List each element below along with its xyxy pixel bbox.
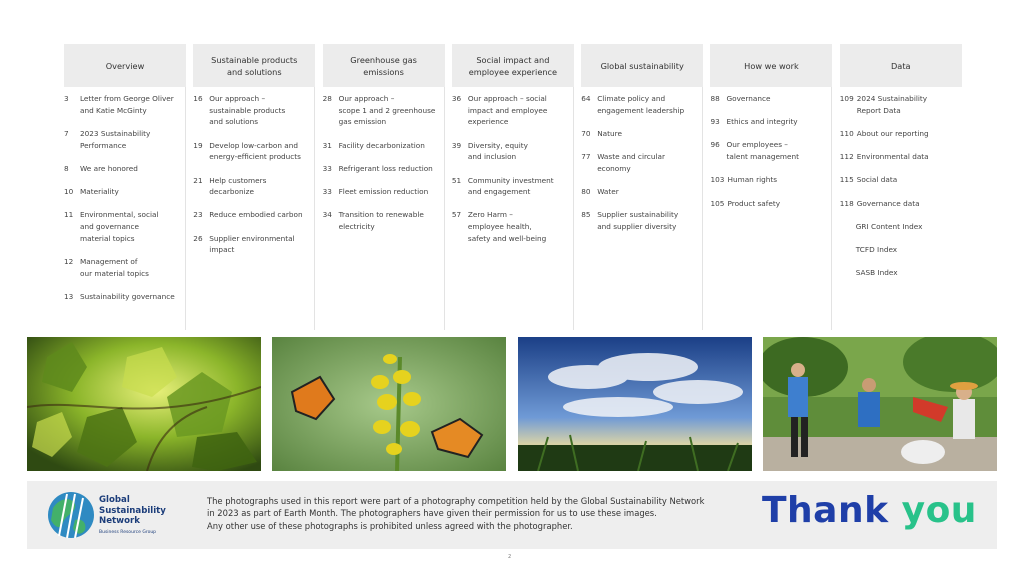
toc-entry[interactable] [840,267,962,279]
toc-entry[interactable] [710,174,831,186]
toc-entry[interactable] [710,139,831,162]
toc-entry-title: Supplier environmental impact [209,233,295,255]
toc-entry-title: Social data [856,175,898,185]
toc-entry-page: 80 [581,187,591,197]
photo-sky [518,337,752,471]
toc-entry-page [840,267,856,279]
toc-entry-title: GRI Content Index [855,221,923,231]
toc-entry[interactable] [323,93,444,128]
toc-entry-page: 112 [839,152,854,162]
toc-entry-title: Supplier sustainability and supplier diversity [597,210,679,231]
toc-entry[interactable] [193,209,314,221]
toc-entry-title: 2023 Sustainability Performance [80,128,151,150]
toc-entry-page: 11 [64,210,74,220]
toc-entry-page: 7 [64,128,69,138]
page-number: 2 [508,554,512,560]
toc-entry[interactable] [64,209,185,244]
photo-butterflies [272,337,506,471]
toc-entry-title: Governance [726,94,771,103]
toc-entry-title: Our approach – social impact and employee experience [467,94,548,127]
toc-entry-page: 96 [710,140,720,150]
toc-entry[interactable] [452,209,573,244]
toc-entry[interactable] [840,174,962,186]
toc-column-body [710,87,832,330]
thank-you-heading [762,490,977,531]
toc-column-header[interactable]: How we work [710,44,832,87]
toc-column-body [64,87,186,330]
toc-entry[interactable] [840,198,962,210]
toc-column-header[interactable]: Greenhouse gas emissions [323,44,445,87]
toc-entry[interactable] [64,291,185,303]
toc-entry-title: Materiality [80,187,119,197]
toc-entry-title: Our approach – scope 1 and 2 greenhouse gas emission [338,94,436,127]
photo-volunteers [763,337,997,471]
toc-entry[interactable] [581,128,702,140]
toc-entry-page: 118 [839,198,854,208]
toc-column-body [840,87,962,330]
toc-entry[interactable] [323,163,444,175]
toc-entry[interactable] [193,233,314,256]
toc-entry-title: Management of our material topics [80,256,149,278]
footer-panel [27,481,997,549]
toc-column [323,44,445,330]
toc-entry[interactable] [710,93,831,105]
toc-entry-page: 13 [64,291,74,301]
toc-entry[interactable] [710,116,831,128]
toc-entry-title: About our reporting [856,128,929,138]
toc-entry-title: Nature [597,128,622,138]
toc-entry-page: 10 [64,187,74,197]
toc-column [840,44,962,330]
toc-entry-title: Environmental, social and governance material topics [80,210,159,243]
toc-entry-page: 39 [451,140,462,150]
toc-entry[interactable] [323,140,444,152]
toc-entry-page: 33 [322,163,332,173]
toc-entry-title: Governance data [856,198,920,208]
toc-entry-title: Develop low-carbon and energy-efficient products [209,140,301,162]
toc-entry-page: 64 [581,94,591,103]
toc-entry[interactable] [840,221,962,233]
toc-column-header[interactable]: Social impact and employee experience [452,44,574,87]
toc-entry[interactable] [64,93,185,116]
toc-entry-title: Our employees – talent management [726,140,800,162]
toc-entry-title: Diversity, equity and inclusion [467,140,528,162]
toc-entry-page: 33 [322,187,332,197]
toc-column-body [193,87,315,330]
thanks-word-you: you [901,490,977,531]
toc-entry-title: Reduce embodied carbon [209,210,303,220]
toc-entry-page: 12 [64,256,74,266]
toc-entry[interactable] [64,186,185,198]
toc-entry[interactable] [64,128,185,151]
toc-entry-page [840,221,856,233]
toc-entry-title: TCFD Index [855,244,898,254]
photo-leaves [27,337,261,471]
toc-entry[interactable] [452,93,573,128]
thanks-word-thank: Thank [762,490,889,531]
toc-entry-page: 8 [64,163,69,173]
toc-entry[interactable] [193,140,314,163]
toc-entry-page: 105 [710,198,725,208]
toc-entry-page: 51 [451,175,462,185]
toc-column-body [323,87,445,330]
table-of-contents [64,44,962,330]
toc-entry-page: 115 [839,175,854,185]
toc-entry[interactable] [840,151,962,163]
toc-entry[interactable] [581,186,702,198]
toc-column-header[interactable]: Data [840,44,962,87]
toc-column-header[interactable]: Overview [64,44,186,87]
toc-entry[interactable] [193,175,314,198]
photo-credit-note: The photographs used in this report were part of a photography competition held by the Global Sustainability Network in 2023 as part of Earth Month. The photographers have given their permission for us to use these images. Any other use of these photographs is prohibited unless agreed with the photographer. [207,496,705,531]
toc-entry-title: Facility decarbonization [338,140,425,150]
toc-entry-title: Our approach – sustainable products and solutions [209,94,286,127]
toc-entry-page: 34 [322,210,332,220]
toc-entry[interactable] [452,140,573,163]
toc-entry-page: 21 [193,175,203,185]
toc-entry[interactable] [323,209,444,232]
toc-entry-title: Transition to renewable electricity [338,210,424,231]
toc-column-header[interactable]: Sustainable products and solutions [193,44,315,87]
toc-entry-page: 36 [451,94,462,103]
toc-entry-page: 23 [193,210,203,220]
toc-entry[interactable] [840,128,962,140]
toc-entry[interactable] [452,175,573,198]
toc-entry[interactable] [840,93,962,116]
toc-entry-page: 3 [64,94,69,103]
toc-entry-page: 26 [193,233,203,243]
toc-entry-title: Human rights [727,175,778,185]
toc-entry-page: 110 [839,128,854,138]
toc-column [581,44,703,330]
toc-entry-title: Zero Harm – employee health, safety and well-being [467,210,547,243]
toc-entry-title: Sustainability governance [80,291,175,301]
toc-column [452,44,574,330]
logo-subtitle: Business Resource Group [99,530,157,535]
toc-entry[interactable] [710,198,831,210]
toc-column [64,44,186,330]
toc-entry-title: Community investment and engagement [467,175,554,197]
toc-entry[interactable] [581,93,702,116]
toc-entry-page: 85 [581,210,591,220]
toc-entry-title: Help customers decarbonize [209,175,267,197]
toc-column-header[interactable]: Global sustainability [581,44,703,87]
toc-entry-title: SASB Index [855,268,898,278]
toc-entry-page: 70 [581,128,591,138]
toc-entry-title: 2024 Sustainability Report Data [856,94,928,115]
toc-entry-title: Environmental data [856,152,929,162]
toc-column-body [581,87,703,330]
toc-entry[interactable] [193,93,314,128]
photo-strip [27,337,997,471]
toc-entry-title: Product safety [727,198,781,208]
toc-entry-page: 109 [839,94,854,103]
toc-entry[interactable] [581,151,702,174]
toc-column [193,44,315,330]
toc-column [710,44,832,330]
toc-entry-page: 19 [193,140,203,150]
toc-entry-page: 31 [322,140,332,150]
toc-entry[interactable] [64,256,185,279]
toc-entry-title: Ethics and integrity [726,117,798,127]
toc-entry-title: Waste and circular economy [597,152,665,173]
toc-entry-page: 88 [710,94,720,103]
toc-entry[interactable] [64,163,185,175]
toc-entry-title: Letter from George Oliver and Katie McGinty [80,94,174,115]
toc-entry-title: We are honored [80,163,138,173]
toc-entry-title: Refrigerant loss reduction [338,163,433,173]
toc-column-body [452,87,574,330]
toc-entry-page: 93 [710,117,720,127]
toc-entry-page: 16 [193,94,203,103]
toc-entry-page: 57 [451,210,462,220]
toc-entry[interactable] [581,209,702,232]
logo-wordmark: Global Sustainability Network [99,495,166,526]
toc-entry-page [840,244,856,256]
toc-entry-title: Climate policy and engagement leadership [597,94,685,115]
toc-entry-title: Water [597,187,619,197]
toc-entry-page: 103 [710,175,725,185]
toc-entry[interactable] [840,244,962,256]
toc-entry[interactable] [323,186,444,198]
toc-entry-page: 77 [581,152,591,162]
toc-entry-page: 28 [322,94,332,103]
toc-entry-title: Fleet emission reduction [338,187,429,197]
